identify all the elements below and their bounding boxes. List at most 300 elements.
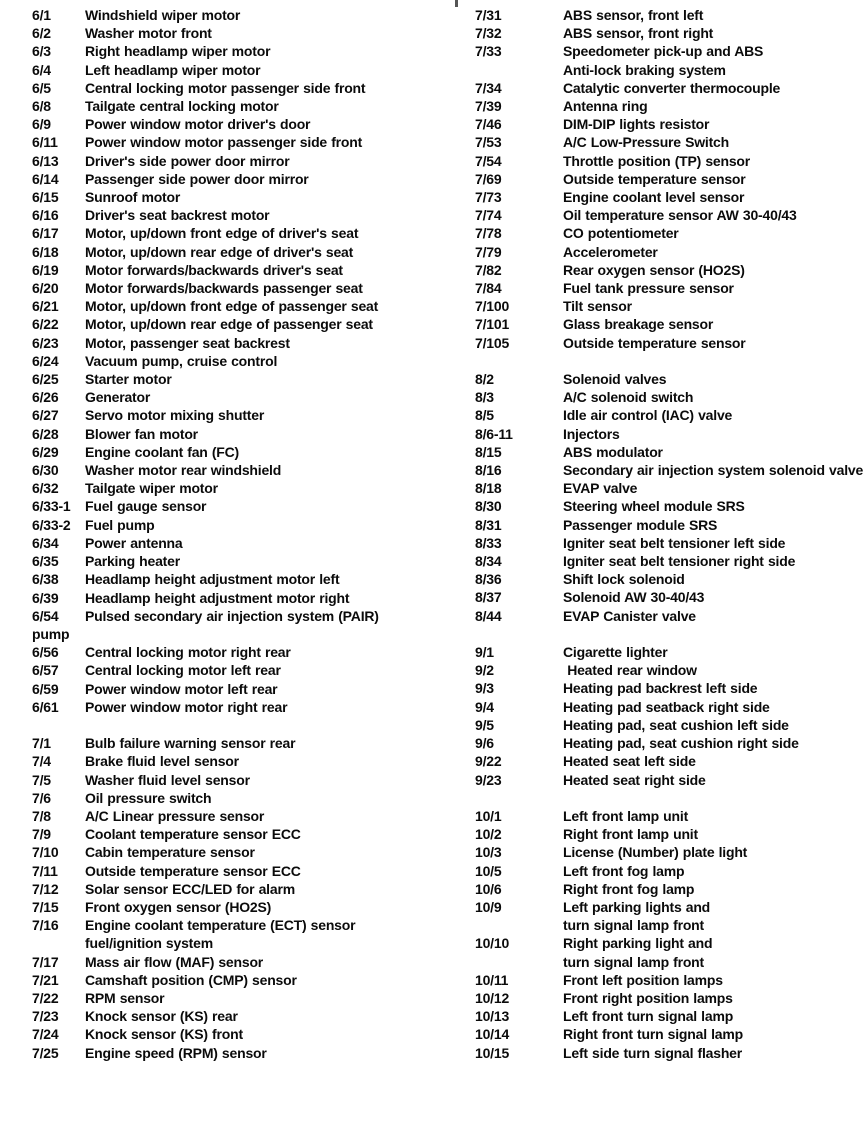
component-code: 8/37 [475, 589, 502, 606]
component-code: 7/1 [32, 735, 51, 752]
component-code: 7/74 [475, 207, 502, 224]
component-code: 6/18 [32, 243, 59, 260]
component-description: Fuel gauge sensor [85, 498, 207, 515]
component-description: ABS sensor, front left [563, 7, 704, 23]
component-code: 7/33 [475, 43, 502, 60]
component-description: Igniter seat belt tensioner right side [563, 553, 796, 570]
component-description: Heating pad, seat cushion right side [563, 735, 799, 752]
component-entry [32, 789, 456, 807]
component-code: 6/56 [32, 644, 59, 661]
component-entry [32, 224, 456, 242]
component-code: 7/23 [32, 1008, 59, 1025]
component-entry [32, 79, 456, 97]
component-code: 10/5 [475, 862, 502, 879]
component-entry [32, 297, 456, 315]
component-code: 6/21 [32, 298, 59, 315]
component-entry [475, 752, 865, 770]
component-entry [475, 224, 865, 242]
component-code: 6/1 [32, 7, 51, 23]
component-code: 8/18 [475, 480, 502, 497]
component-description: Secondary air injection system solenoid valve [563, 462, 864, 479]
component-entry [475, 570, 865, 588]
component-description: Left parking lights and [563, 898, 711, 915]
component-description: Power antenna [85, 534, 183, 551]
component-code: 9/6 [475, 735, 494, 752]
component-entry [475, 679, 865, 697]
component-code: 7/82 [475, 261, 502, 278]
component-code: 7/31 [475, 7, 502, 23]
component-code: 7/11 [32, 862, 58, 879]
component-description: Servo motor mixing shutter [85, 407, 265, 424]
component-entry [475, 862, 865, 880]
component-description: Igniter seat belt tensioner left side [563, 534, 786, 551]
component-code: 6/29 [32, 443, 59, 460]
component-code: 8/31 [475, 516, 502, 533]
component-code: 7/8 [32, 807, 51, 824]
component-code: 8/3 [475, 389, 494, 406]
component-entry [32, 680, 456, 698]
component-code: 6/32 [32, 480, 59, 497]
component-description: Parking heater [85, 553, 180, 570]
component-entry [475, 898, 865, 916]
component-description: Power window motor left rear [85, 680, 278, 697]
component-description: Central locking motor passenger side front [85, 79, 366, 96]
component-code: 6/3 [32, 43, 51, 60]
component-entry [32, 61, 456, 79]
component-description: Accelerometer [563, 243, 658, 260]
component-entry [32, 752, 456, 770]
component-code: 6/35 [32, 553, 59, 570]
component-description-continuation: turn signal lamp front [563, 953, 704, 970]
component-code: 7/69 [475, 170, 502, 187]
component-code: 10/3 [475, 844, 502, 861]
component-entry [475, 24, 865, 42]
component-entry [475, 115, 865, 133]
component-description: Motor, passenger seat backrest [85, 334, 290, 351]
component-entry [475, 170, 865, 188]
component-description: Driver's side power door mirror [85, 152, 290, 169]
component-description: Power window motor driver's door [85, 116, 311, 133]
component-entry [475, 698, 865, 716]
component-code: 6/23 [32, 334, 59, 351]
component-entry [32, 497, 456, 515]
component-code: 7/105 [475, 334, 510, 351]
component-section [475, 370, 865, 625]
component-entry [32, 243, 456, 261]
component-code: 7/25 [32, 1044, 59, 1061]
component-entry [475, 42, 865, 60]
component-code: 10/11 [475, 971, 509, 988]
component-code: 7/17 [32, 953, 59, 970]
component-description: Antenna ring [563, 98, 648, 115]
component-description: EVAP Canister valve [563, 607, 696, 624]
component-code: 6/14 [32, 170, 59, 187]
component-description: Shift lock solenoid [563, 571, 685, 588]
component-entry [32, 1044, 456, 1062]
component-description: Power window motor passenger side front [85, 134, 363, 151]
component-entry [475, 1025, 865, 1043]
component-description: Outside temperature sensor [563, 170, 746, 187]
component-description: EVAP valve [563, 480, 638, 497]
component-code: 6/34 [32, 534, 59, 551]
component-description: Power window motor right rear [85, 698, 288, 715]
component-description: Idle air control (IAC) valve [563, 407, 733, 424]
component-entry [475, 607, 865, 625]
component-code: 9/5 [475, 716, 494, 733]
component-entry [475, 843, 865, 861]
component-entry [475, 588, 865, 606]
component-entry [32, 352, 456, 370]
component-description: Left front turn signal lamp [563, 1008, 734, 1025]
component-entry [475, 661, 865, 679]
component-code: 7/100 [475, 298, 510, 315]
component-description: Fuel tank pressure sensor [563, 280, 734, 297]
component-code: 10/6 [475, 880, 502, 897]
component-code: 7/34 [475, 79, 502, 96]
component-description: Bulb failure warning sensor rear [85, 735, 296, 752]
component-description: Injectors [563, 425, 620, 442]
component-entry-continuation [32, 625, 456, 643]
component-entry [32, 152, 456, 170]
component-description: Motor forwards/backwards driver's seat [85, 261, 343, 278]
component-code: 6/33-2 [32, 516, 71, 533]
component-description: Washer fluid level sensor [85, 771, 250, 788]
component-entry [32, 1025, 456, 1043]
component-code: 6/57 [32, 662, 59, 679]
component-code: 7/39 [475, 98, 502, 115]
component-code: 10/9 [475, 898, 502, 915]
component-description: Speedometer pick-up and ABS [563, 43, 764, 60]
component-code: 8/6-11 [475, 425, 513, 442]
component-code: 8/15 [475, 443, 502, 460]
component-description: Left side turn signal flasher [563, 1044, 743, 1061]
component-code: 6/33-1 [32, 498, 71, 515]
component-code: 7/46 [475, 116, 502, 133]
component-code: 7/21 [32, 971, 59, 988]
component-code: 6/13 [32, 152, 59, 169]
component-entry [32, 406, 456, 424]
component-description-continuation: fuel/ignition system [85, 935, 213, 952]
component-code: 7/15 [32, 898, 59, 915]
component-code: 6/16 [32, 207, 59, 224]
component-description: Heated rear window [563, 662, 697, 679]
component-code: 8/2 [475, 371, 494, 388]
component-entry [475, 370, 865, 388]
component-description: Motor, up/down front edge of driver's seat [85, 225, 359, 242]
component-description: Solenoid valves [563, 371, 667, 388]
component-entry [32, 479, 456, 497]
component-entry [32, 570, 456, 588]
component-code: 7/12 [32, 880, 59, 897]
component-description: Right parking light and [563, 935, 713, 952]
component-entry [475, 552, 865, 570]
component-section [475, 807, 865, 1062]
component-code: 6/22 [32, 316, 59, 333]
component-code: 10/10 [475, 935, 510, 952]
component-description: Knock sensor (KS) rear [85, 1008, 238, 1025]
component-entry-continuation [475, 61, 865, 79]
component-entry [475, 1044, 865, 1062]
component-code: 7/32 [475, 25, 502, 42]
component-description: Tailgate central locking motor [85, 98, 279, 115]
component-code: 6/2 [32, 25, 51, 42]
component-entry [32, 425, 456, 443]
component-code: 6/9 [32, 116, 51, 133]
component-entry [475, 315, 865, 333]
component-description: Headlamp height adjustment motor left [85, 571, 340, 588]
component-entry [32, 661, 456, 679]
component-description: Cigarette lighter [563, 644, 668, 661]
component-code: 7/10 [32, 844, 59, 861]
component-description: Pulsed secondary air injection system (PAIR) [85, 607, 379, 624]
component-code: 8/30 [475, 498, 502, 515]
component-code: 9/23 [475, 771, 502, 788]
component-entry [32, 953, 456, 971]
component-code: 8/16 [475, 462, 502, 479]
component-description: Tilt sensor [563, 298, 632, 315]
component-code: 7/73 [475, 189, 502, 206]
component-entry [475, 516, 865, 534]
component-entry [475, 243, 865, 261]
component-description: Windshield wiper motor [85, 7, 241, 23]
component-section [32, 6, 456, 716]
component-entry [475, 643, 865, 661]
component-description: Washer motor rear windshield [85, 462, 282, 479]
component-entry [32, 261, 456, 279]
component-code: 7/5 [32, 771, 51, 788]
component-code: 10/2 [475, 826, 502, 843]
component-description: Camshaft position (CMP) sensor [85, 971, 297, 988]
component-section [475, 6, 865, 352]
component-code: 7/16 [32, 917, 59, 934]
component-code: 7/22 [32, 989, 59, 1006]
component-entry [475, 406, 865, 424]
component-entry-continuation [475, 916, 865, 934]
component-entry [32, 1007, 456, 1025]
component-code: 6/54 [32, 607, 59, 624]
component-entry [475, 971, 865, 989]
component-description: Catalytic converter thermocouple [563, 79, 781, 96]
component-entry [475, 1007, 865, 1025]
component-description: DIM-DIP lights resistor [563, 116, 710, 133]
component-description: Generator [85, 389, 151, 406]
component-code: 6/30 [32, 462, 59, 479]
component-entry [475, 261, 865, 279]
component-code: 9/3 [475, 680, 494, 697]
component-entry [32, 315, 456, 333]
component-code: 6/8 [32, 98, 51, 115]
component-section [32, 734, 456, 1062]
component-code: 7/9 [32, 826, 51, 843]
component-code: 6/20 [32, 280, 59, 297]
component-entry [32, 989, 456, 1007]
component-code: 6/27 [32, 407, 59, 424]
component-description: A/C Linear pressure sensor [85, 807, 265, 824]
component-entry [32, 534, 456, 552]
component-description: Right front fog lamp [563, 880, 695, 897]
component-code: 7/84 [475, 280, 502, 297]
component-description: Engine coolant temperature (ECT) sensor [85, 917, 356, 934]
component-description: Outside temperature sensor [563, 334, 746, 351]
component-entry [32, 388, 456, 406]
component-description: Engine coolant fan (FC) [85, 443, 240, 460]
component-entry [475, 425, 865, 443]
component-code: 8/36 [475, 571, 502, 588]
component-description: A/C solenoid switch [563, 389, 694, 406]
component-code: 7/24 [32, 1026, 59, 1043]
component-description: Motor forwards/backwards passenger seat [85, 280, 363, 297]
component-section [475, 643, 865, 789]
component-description: Heating pad, seat cushion left side [563, 716, 789, 733]
component-code: 6/11 [32, 134, 58, 151]
component-entry [475, 188, 865, 206]
component-code: 8/33 [475, 534, 502, 551]
component-description: Motor, up/down rear edge of passenger seat [85, 316, 373, 333]
component-description: Left headlamp wiper motor [85, 61, 261, 78]
component-description: Left front fog lamp [563, 862, 685, 879]
component-entry [475, 880, 865, 898]
component-description: Front right position lamps [563, 989, 733, 1006]
component-description: CO potentiometer [563, 225, 679, 242]
component-entry [475, 6, 865, 24]
component-description: Fuel pump [85, 516, 155, 533]
component-description: Oil temperature sensor AW 30-40/43 [563, 207, 797, 224]
component-entry [32, 898, 456, 916]
component-description: Motor, up/down rear edge of driver's seat [85, 243, 354, 260]
component-description: Right front lamp unit [563, 826, 698, 843]
component-entry [475, 771, 865, 789]
component-description: A/C Low-Pressure Switch [563, 134, 729, 151]
component-code: 10/13 [475, 1008, 510, 1025]
component-entry [32, 115, 456, 133]
component-entry [475, 479, 865, 497]
component-entry [475, 279, 865, 297]
component-entry-continuation [475, 953, 865, 971]
component-description: Sunroof motor [85, 189, 181, 206]
component-entry [475, 534, 865, 552]
component-code: 9/2 [475, 662, 494, 679]
component-code: 8/5 [475, 407, 494, 424]
component-code: 7/6 [32, 789, 51, 806]
component-description: Central locking motor left rear [85, 662, 281, 679]
component-entry [32, 133, 456, 151]
component-entry [32, 24, 456, 42]
component-description: Left front lamp unit [563, 807, 689, 824]
component-description: Motor, up/down front edge of passenger seat [85, 298, 379, 315]
left-column [32, 6, 456, 1062]
component-entry [475, 79, 865, 97]
component-description: Rear oxygen sensor (HO2S) [563, 261, 745, 278]
component-description: Vacuum pump, cruise control [85, 352, 278, 369]
component-description: Throttle position (TP) sensor [563, 152, 751, 169]
component-code: 6/61 [32, 698, 59, 715]
component-entry [32, 370, 456, 388]
component-entry [475, 334, 865, 352]
component-entry [475, 297, 865, 315]
component-entry [475, 934, 865, 952]
component-description: Heated seat left side [563, 753, 696, 770]
component-code: 6/4 [32, 61, 51, 78]
component-description-continuation: pump [32, 625, 70, 642]
component-code: 6/19 [32, 261, 59, 278]
component-code: 6/38 [32, 571, 59, 588]
component-description: Central locking motor right rear [85, 644, 291, 661]
component-description: Coolant temperature sensor ECC [85, 826, 301, 843]
component-entry [32, 825, 456, 843]
component-entry [475, 206, 865, 224]
component-description: Oil pressure switch [85, 789, 212, 806]
component-description: Blower fan motor [85, 425, 198, 442]
component-code: 6/17 [32, 225, 59, 242]
component-entry [475, 497, 865, 515]
component-code: 10/1 [475, 807, 502, 824]
component-description: Knock sensor (KS) front [85, 1026, 243, 1043]
component-entry [32, 552, 456, 570]
component-description: Driver's seat backrest motor [85, 207, 270, 224]
component-entry [32, 170, 456, 188]
component-entry [475, 807, 865, 825]
component-entry [475, 716, 865, 734]
component-description: Heating pad seatback right side [563, 698, 770, 715]
component-entry [32, 279, 456, 297]
component-description: Passenger side power door mirror [85, 170, 309, 187]
component-entry [475, 989, 865, 1007]
component-code: 9/4 [475, 698, 494, 715]
component-description: Front left position lamps [563, 971, 723, 988]
component-code: 8/44 [475, 607, 502, 624]
component-entry [32, 6, 456, 24]
component-code: 6/24 [32, 352, 59, 369]
component-description: Mass air flow (MAF) sensor [85, 953, 264, 970]
component-entry [475, 152, 865, 170]
component-code: 9/22 [475, 753, 502, 770]
component-entry [32, 42, 456, 60]
component-description: Starter motor [85, 371, 172, 388]
component-entry [32, 97, 456, 115]
component-entry-continuation [32, 934, 456, 952]
component-entry [32, 843, 456, 861]
component-entry [32, 862, 456, 880]
component-description: Engine speed (RPM) sensor [85, 1044, 267, 1061]
component-description: Passenger module SRS [563, 516, 718, 533]
component-entry [32, 698, 456, 716]
component-code: 6/59 [32, 680, 59, 697]
component-description: Washer motor front [85, 25, 212, 42]
component-description: Solar sensor ECC/LED for alarm [85, 880, 295, 897]
component-description: Right front turn signal lamp [563, 1026, 743, 1043]
component-description: Front oxygen sensor (HO2S) [85, 898, 272, 915]
component-code: 6/39 [32, 589, 59, 606]
component-entry [32, 589, 456, 607]
component-code: 7/101 [475, 316, 510, 333]
component-entry [32, 971, 456, 989]
component-entry [32, 880, 456, 898]
component-description: Heated seat right side [563, 771, 706, 788]
component-description: Tailgate wiper motor [85, 480, 218, 497]
component-entry [32, 807, 456, 825]
component-entry [32, 643, 456, 661]
component-description: Glass breakage sensor [563, 316, 714, 333]
component-entry [475, 388, 865, 406]
component-entry [475, 825, 865, 843]
component-code: 6/25 [32, 371, 59, 388]
component-description: Heating pad backrest left side [563, 680, 758, 697]
component-entry [32, 334, 456, 352]
right-column [475, 6, 865, 1062]
component-description: Solenoid AW 30-40/43 [563, 589, 705, 606]
component-code: 6/26 [32, 389, 59, 406]
component-code: 6/28 [32, 425, 59, 442]
